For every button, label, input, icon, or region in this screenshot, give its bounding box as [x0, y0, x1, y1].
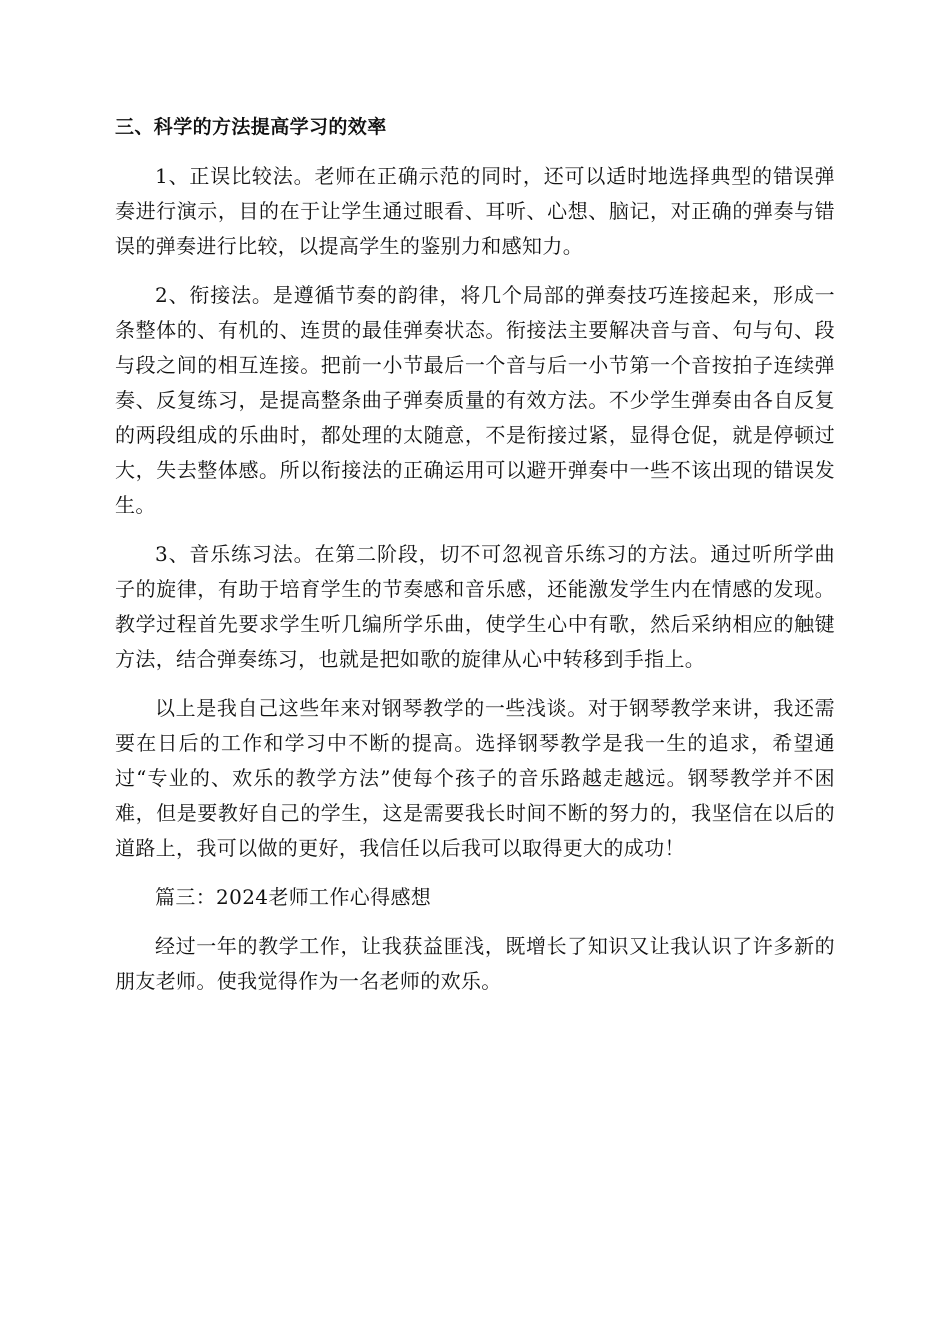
document-body	[115, 110, 835, 1013]
paragraph-comparison-method: 1、正误比较法。老师在正确示范的同时，还可以适时地选择典型的错误弹奏进行演示，目的在于让学生通过眼看、耳听、心想、脑记，对正确的弹奏与错误的弹奏进行比较，以提高学生的鉴别力和感知力。	[115, 164, 835, 258]
section-heading: 三、科学的方法提高学习的效率	[115, 116, 387, 138]
paragraph-conclusion: 以上是我自己这些年来对钢琴教学的一些浅谈。对于钢琴教学来讲，我还需要在日后的工作和学习中不断的提高。选择钢琴教学是我一生的追求，希望通过“专业的、欢乐的教学方法”使每个孩子的音乐路越走越远。钢琴教学并不困难，但是要教好自己的学生，这是需要我长时间不断的努力的，我坚信在以后的道路上，我可以做的更好，我信任以后我可以取得更大的成功！	[115, 696, 835, 860]
paragraph-connection-method: 2、衔接法。是遵循节奏的韵律，将几个局部的弹奏技巧连接起来，形成一条整体的、有机的、连贯的最佳弹奏状态。衔接法主要解决音与音、句与句、段与段之间的相互连接。把前一小节最后一个音与后一小节第一个音按拍子连续弹奏、反复练习，是提高整条曲子弹奏质量的有效方法。不少学生弹奏由各自反复的两段组成的乐曲时，都处理的太随意，不是衔接过紧，显得仓促，就是停顿过大，失去整体感。所以衔接法的正确运用可以避开弹奏中一些不该出现的错误发生。	[115, 283, 835, 517]
paragraph-closing: 经过一年的教学工作，让我获益匪浅，既增长了知识又让我认识了许多新的朋友老师。使我觉得作为一名老师的欢乐。	[115, 934, 835, 993]
article-subtitle: 篇三：2024老师工作心得感想	[155, 885, 432, 909]
paragraph-music-practice-method: 3、音乐练习法。在第二阶段，切不可忽视音乐练习的方法。通过听所学曲子的旋律，有助于培育学生的节奏感和音乐感，还能激发学生内在情感的发现。教学过程首先要求学生听几编所学乐曲，使学生心中有歌，然后采纳相应的触键方法，结合弹奏练习，也就是把如歌的旋律从心中转移到手指上。	[115, 542, 835, 671]
